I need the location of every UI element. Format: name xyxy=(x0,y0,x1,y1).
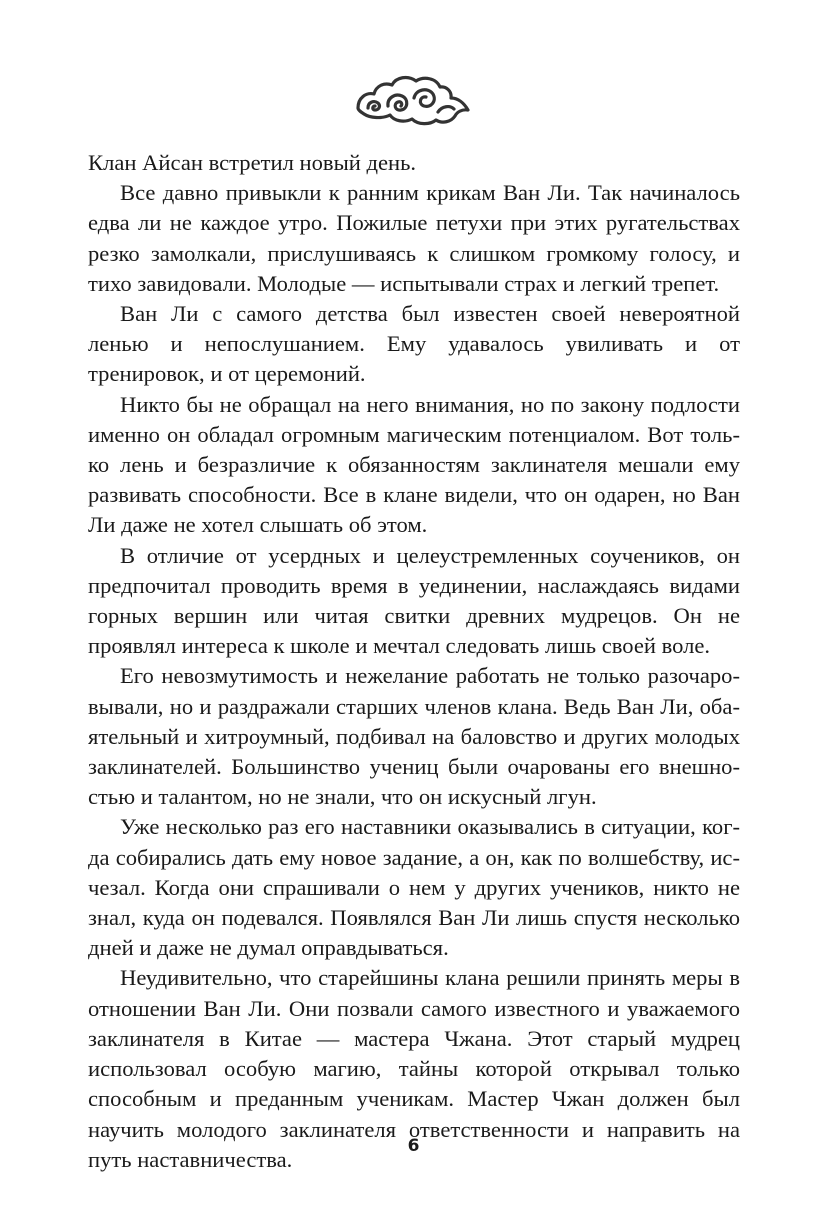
paragraph: Ван Ли с самого детства был известен своей невероятной ленью и непослушанием. Ему удавалось увиливать и от тренировок, и от церемоний. xyxy=(88,301,740,387)
paragraph: Никто бы не обращал на него внимания, но по закону подлости именно он обладал огромным магическим потенциалом. Вот только лень и безразличие к обязанностям заклинателя мешали ему развивать способности. Все в клане видели, что он одарен, но Ван Ли даже не хотел слышать об этом. xyxy=(88,391,740,538)
paragraph: Уже несколько раз его наставники оказывались в ситуации, когда собирались дать ему новое задание, а он, как по волшебству, исчезал. Когда они спрашивали о нем у других учеников, никто не знал, куда он подевался. Появлялся Ван Ли лишь спустя несколько дней и даже не думал оправдываться. xyxy=(88,814,740,961)
paragraph: Его невозмутимость и нежелание работать не только разочаровывали, но и раздражали старших членов клана. Ведь Ван Ли, обаятельный и хитроумный, подбивал на баловство и других молодых заклинателей. Большинство учениц были очарованы его внешностью и талантом, но не знали, что он искусный лгун. xyxy=(88,663,740,810)
paragraph: Все давно привыкли к ранним крикам Ван Ли. Так начиналось едва ли не каждое утро. Пожилые петухи при этих ругательствах резко замолкали, прислушиваясь к слишком громкому голосу, и тихо завидовали. Молодые — испытывали страх и легкий трепет. xyxy=(88,180,740,296)
page-number: 6 xyxy=(407,1136,420,1156)
body-text xyxy=(88,148,740,1175)
cloud-ornament-icon xyxy=(354,74,472,130)
paragraph: Клан Айсан встретил новый день. xyxy=(88,150,417,175)
paragraph: В отличие от усердных и целеустремленных соучеников, он предпочитал проводить время в уединении, наслаждаясь видами горных вершин или читая свитки древних мудрецов. Он не проявлял интереса к школе и мечтал следовать лишь своей воле. xyxy=(88,542,740,659)
paragraph: Неудивительно, что старейшины клана решили принять меры в отношении Ван Ли. Они позвали самого известного и уважаемого заклинателя в Китае — мастера Чжана. Этот старый мудрец использовал особую магию, тайны которой открывал только способным и преданным ученикам. Мастер Чжан должен был научить молодого заклинателя ответственности и направить на путь наставничества. xyxy=(88,965,740,1172)
